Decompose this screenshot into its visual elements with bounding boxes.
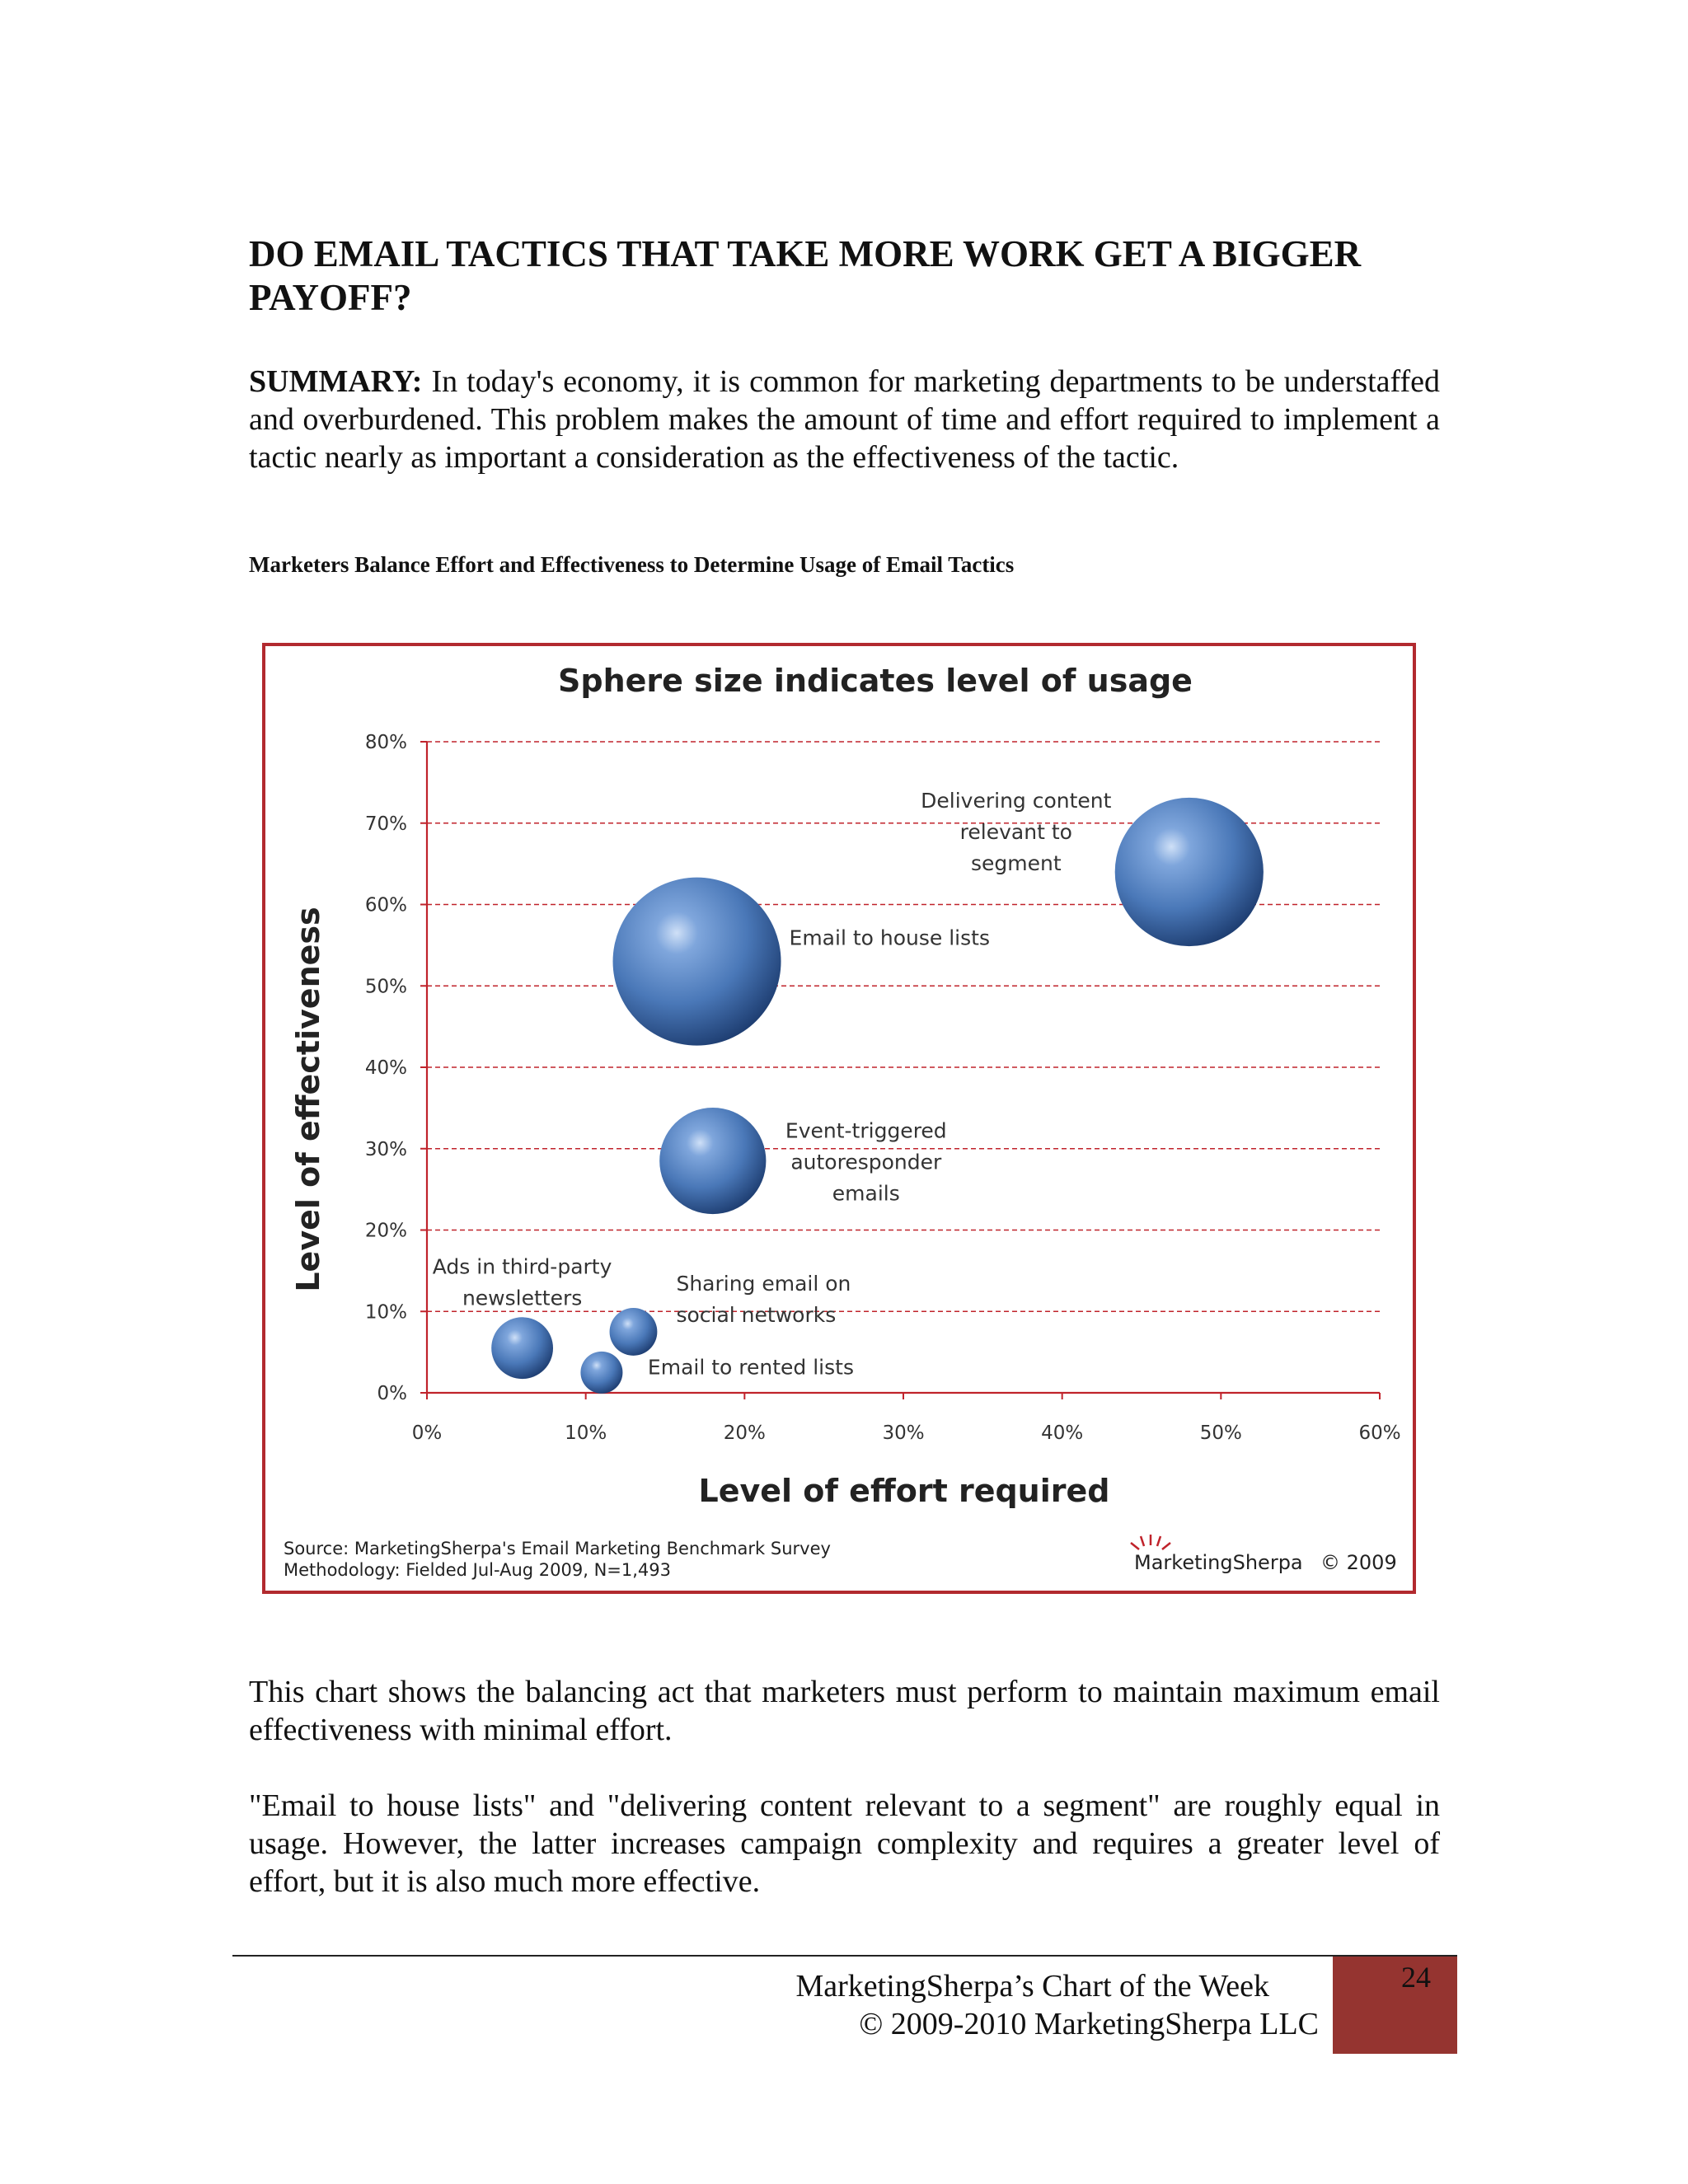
summary-paragraph — [249, 363, 1440, 476]
bubble-point — [491, 1317, 553, 1379]
x-tick-label: 0% — [411, 1422, 443, 1444]
body-paragraph-1: This chart shows the balancing act that marketers must perform to maintain maximum email effectiveness with minimal effort. — [249, 1675, 1440, 1747]
brand-name: MarketingSherpa — [1134, 1551, 1303, 1574]
y-tick-label: 10% — [364, 1301, 407, 1324]
x-axis-label: Level of effort required — [698, 1473, 1110, 1509]
bubble-label: Email to house lists — [789, 926, 990, 950]
page-number-box — [1333, 1957, 1457, 2054]
page-number: 24 — [1401, 1961, 1431, 1994]
chart-title: Sphere size indicates level of usage — [558, 663, 1193, 699]
y-tick-label: 40% — [364, 1057, 407, 1079]
bubble-label: Sharing email on — [676, 1271, 851, 1296]
x-tick-label: 40% — [1041, 1422, 1084, 1444]
bubble-label: relevant to — [959, 820, 1072, 844]
x-tick-label: 50% — [1199, 1422, 1242, 1444]
x-tick-label: 10% — [565, 1422, 607, 1444]
bubble-point — [613, 878, 781, 1046]
bubble-label: Event-triggered — [785, 1118, 947, 1143]
bubbles — [491, 798, 1264, 1394]
y-tick-label: 0% — [377, 1383, 407, 1404]
x-tick-label: 20% — [723, 1422, 766, 1444]
page-heading: DO EMAIL TACTICS THAT TAKE MORE WORK GET A BIGGER PAYOFF? — [249, 233, 1362, 318]
y-tick-label: 70% — [364, 813, 407, 835]
body-paragraph-2: "Email to house lists" and "delivering content relevant to a segment" are roughly equal in usage. However, the latter increases campaign complexity and requires a greater level of effort, but it is also much more effective. — [249, 1788, 1440, 1899]
x-tick-label: 60% — [1358, 1422, 1401, 1444]
chart-caption: Marketers Balance Effort and Effectiveness to Determine Usage of Email Tactics — [249, 552, 1015, 577]
bubble-label: Ads in third-party — [432, 1254, 612, 1279]
chart-canvas — [265, 646, 1419, 1597]
footer-title: MarketingSherpa’s Chart of the Week — [795, 1969, 1269, 2004]
summary-text: In today's economy, it is common for marketing departments to be understaffed and overburdened. This problem makes the amount of time and effort required to implement a tactic nearly as important a consideration as the effectiveness of the tactic. — [249, 364, 1440, 475]
footer-divider — [232, 1955, 1457, 1957]
bubble-point — [1115, 798, 1264, 946]
bubble-label: newsletters — [462, 1286, 583, 1310]
bubble-point — [610, 1308, 658, 1356]
y-tick-label: 50% — [364, 976, 407, 998]
source-line-2: Methodology: Fielded Jul-Aug 2009, N=1,493 — [284, 1560, 672, 1580]
bubble-label: autoresponder — [790, 1150, 942, 1174]
y-axis-label: Level of effectiveness — [290, 907, 326, 1292]
bubble-point — [580, 1352, 622, 1394]
y-tick-label: 60% — [364, 894, 407, 916]
y-tick-label: 30% — [364, 1138, 407, 1160]
bubble-label: segment — [970, 851, 1062, 875]
bubble-label: social networks — [676, 1302, 837, 1327]
bubble-label: emails — [832, 1181, 900, 1206]
brand-year: © 2009 — [1320, 1551, 1397, 1574]
bubble-chart — [262, 643, 1416, 1594]
x-tick-label: 30% — [882, 1422, 925, 1444]
marketingsherpa-logo — [1131, 1535, 1397, 1574]
bubble-label: Email to rented lists — [647, 1355, 854, 1380]
footer-copyright: © 2009-2010 MarketingSherpa LLC — [859, 2007, 1319, 2041]
sun-icon — [1131, 1535, 1170, 1549]
y-tick-label: 20% — [364, 1220, 407, 1242]
summary-label: SUMMARY: — [249, 364, 423, 399]
source-line-1: Source: MarketingSherpa's Email Marketing Benchmark Survey — [284, 1539, 831, 1558]
bubble-point — [659, 1108, 766, 1214]
bubble-label: Delivering content — [921, 789, 1112, 813]
bubble-labels — [433, 789, 1112, 1379]
y-tick-label: 80% — [364, 732, 407, 753]
